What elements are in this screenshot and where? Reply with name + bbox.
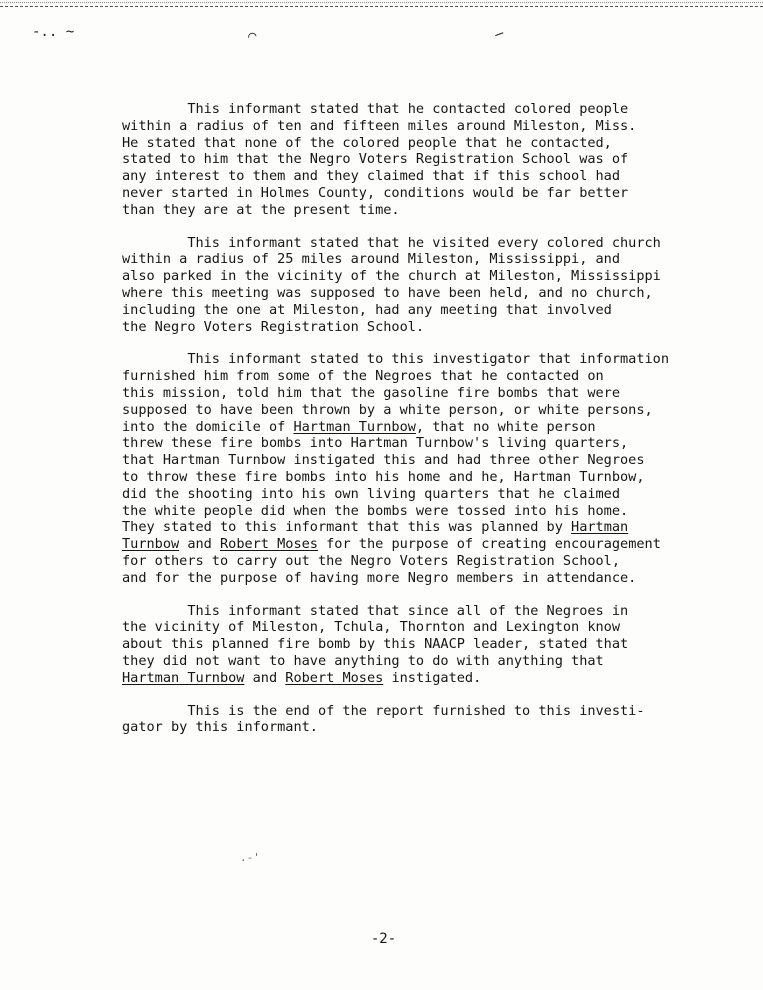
- text-line: that Hartman Turnbow instigated this and had three other Negroes: [122, 452, 645, 469]
- text-line: also parked in the vicinity of the church at Mileston, Mississippi: [122, 268, 661, 285]
- text-line: gator by this informant.: [122, 719, 318, 736]
- paragraph: [122, 603, 732, 687]
- text-line: the white people did when the bombs were tossed into his home.: [122, 502, 629, 519]
- text-line: This informant stated to this investigator that information: [122, 351, 669, 368]
- text-line: He stated that none of the colored people that he contacted,: [122, 134, 612, 151]
- text-line: furnished him from some of the Negroes that he contacted on: [122, 368, 604, 385]
- text-line: Turnbow and Robert Moses for the purpose of creating encouragement: [122, 536, 661, 553]
- scan-border-dashed: [0, 6, 763, 7]
- text-line: including the one at Mileston, had any meeting that involved: [122, 301, 612, 318]
- text-line: never started in Holmes County, conditions would be far better: [122, 184, 629, 201]
- text-line: They stated to this informant that this was planned by Hartman: [122, 519, 629, 536]
- paragraph: [122, 703, 732, 737]
- scan-mark: -.. ~: [32, 24, 75, 40]
- text-line: the Negro Voters Registration School.: [122, 318, 425, 335]
- text-line: about this planned fire bomb by this NAACP leader, stated that: [122, 636, 629, 653]
- text-line: This informant stated that he contacted colored people: [122, 101, 629, 117]
- text-line: where this meeting was supposed to have been held, and no church,: [122, 284, 653, 301]
- text-line: stated to him that the Negro Voters Registration School was of: [122, 151, 629, 168]
- text-line: than they are at the present time.: [122, 201, 400, 218]
- text-line: to throw these fire bombs into his home and he, Hartman Turnbow,: [122, 468, 645, 485]
- paragraph: [122, 235, 732, 336]
- report-body: [122, 101, 732, 736]
- text-line: This informant stated that since all of the Negroes in: [122, 602, 629, 619]
- text-line: This is the end of the report furnished to this investi-: [122, 702, 645, 719]
- text-line: this mission, told him that the gasoline fire bombs that were: [122, 384, 621, 401]
- text-line: they did not want to have anything to do with anything that: [122, 652, 604, 669]
- scan-mark: .-': [240, 851, 260, 864]
- text-line: within a radius of 25 miles around Mileston, Mississippi, and: [122, 251, 621, 268]
- paragraph: [122, 101, 732, 219]
- text-line: supposed to have been thrown by a white person, or white persons,: [122, 401, 653, 418]
- text-line: for others to carry out the Negro Voters Registration School,: [122, 552, 621, 569]
- paragraph: [122, 351, 732, 586]
- text-line: the vicinity of Mileston, Tchula, Thornton and Lexington know: [122, 619, 621, 636]
- text-line: Hartman Turnbow and Robert Moses instigated.: [122, 669, 482, 686]
- scan-border-dotted: [0, 2, 763, 3]
- scan-mark: –: [492, 25, 506, 43]
- text-line: did the shooting into his own living quarters that he claimed: [122, 485, 621, 502]
- text-line: within a radius of ten and fifteen miles around Mileston, Miss.: [122, 117, 637, 134]
- scan-mark: ⌒: [246, 27, 259, 45]
- text-line: threw these fire bombs into Hartman Turnbow's living quarters,: [122, 435, 629, 452]
- page-number: -2-: [370, 931, 397, 947]
- text-line: This informant stated that he visited every colored church: [122, 234, 661, 251]
- text-line: and for the purpose of having more Negro members in attendance.: [122, 569, 637, 586]
- text-line: any interest to them and they claimed that if this school had: [122, 168, 621, 185]
- text-line: into the domicile of Hartman Turnbow, that no white person: [122, 418, 596, 435]
